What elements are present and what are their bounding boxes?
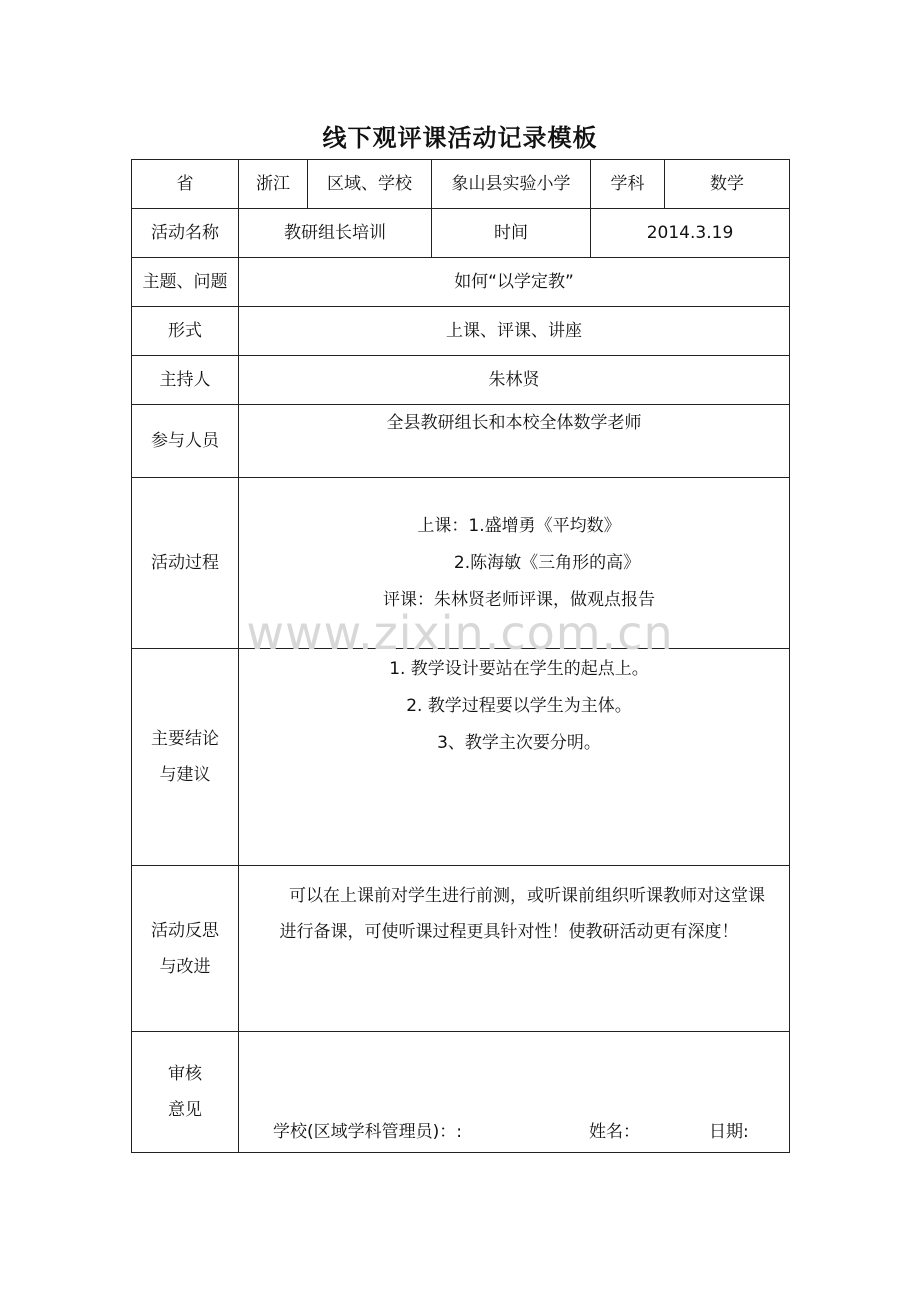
subject-label: 学科	[591, 160, 665, 209]
conclusions-content	[239, 649, 790, 866]
review-label-line2: 意见	[168, 1100, 202, 1120]
process-line: 2.陈海敏《三角形的高》	[453, 552, 641, 573]
topic-value: 如何“以学定教”	[239, 258, 790, 307]
review-label	[132, 1032, 239, 1153]
row-topic	[132, 258, 790, 307]
conclusion-line: 1. 教学设计要站在学生的起点上。	[389, 659, 649, 679]
province-value: 浙江	[239, 160, 308, 209]
review-date-label: 日期:	[709, 1121, 749, 1142]
conclusions-label	[132, 649, 239, 866]
row-activity	[132, 209, 790, 258]
row-review	[132, 1032, 790, 1153]
row-process	[132, 478, 790, 649]
province-label: 省	[132, 160, 239, 209]
reflection-label-line1: 活动反思	[151, 920, 219, 941]
row-conclusions	[132, 649, 790, 866]
conclusion-line: 2. 教学过程要以学生为主体。	[406, 696, 632, 716]
school-admin-label: 学校(区域学科管理员)：:	[273, 1121, 462, 1142]
reflection-content	[239, 866, 790, 1032]
conclusions-label-line2: 与建议	[159, 765, 211, 785]
topic-label: 主题、问题	[132, 258, 239, 307]
form-value: 上课、评课、讲座	[239, 307, 790, 356]
time-value: 2014.3.19	[591, 209, 790, 258]
row-participants	[132, 405, 790, 478]
row-province	[132, 160, 790, 209]
review-content	[239, 1032, 790, 1153]
activity-value: 教研组长培训	[239, 209, 432, 258]
subject-value: 数学	[665, 160, 790, 209]
process-content	[239, 478, 790, 649]
conclusions-label-line1: 主要结论	[151, 729, 219, 749]
process-line: 上课：1.盛增勇《平均数》	[417, 515, 621, 536]
reflection-label	[132, 866, 239, 1032]
signer-name-label: 姓名：	[589, 1121, 640, 1142]
time-label: 时间	[432, 209, 591, 258]
record-table	[131, 159, 790, 1153]
watermark: www.zixin.com.cn	[246, 606, 674, 660]
page-title: 线下观评课活动记录模板	[322, 124, 598, 152]
row-reflection	[132, 866, 790, 1032]
form-label: 形式	[132, 307, 239, 356]
row-form	[132, 307, 790, 356]
activity-label: 活动名称	[132, 209, 239, 258]
reflection-text: 可以在上课前对学生进行前测，或听课前组织听课教师对这堂课进行备课，可使听课过程更具针对性！使教研活动更有深度！	[279, 886, 765, 942]
region-value: 象山县实验小学	[432, 160, 591, 209]
process-line: 评课：朱林贤老师评课，做观点报告	[383, 589, 655, 610]
process-label: 活动过程	[132, 478, 239, 649]
host-label: 主持人	[132, 356, 239, 405]
reflection-label-line2: 与改进	[159, 956, 211, 977]
review-label-line1: 审核	[168, 1064, 202, 1084]
row-host	[132, 356, 790, 405]
host-value: 朱林贤	[239, 356, 790, 405]
region-label: 区域、学校	[308, 160, 432, 209]
conclusion-line: 3、教学主次要分明。	[437, 733, 601, 753]
participants-value: 全县教研组长和本校全体数学老师	[239, 405, 790, 478]
participants-label: 参与人员	[132, 405, 239, 478]
